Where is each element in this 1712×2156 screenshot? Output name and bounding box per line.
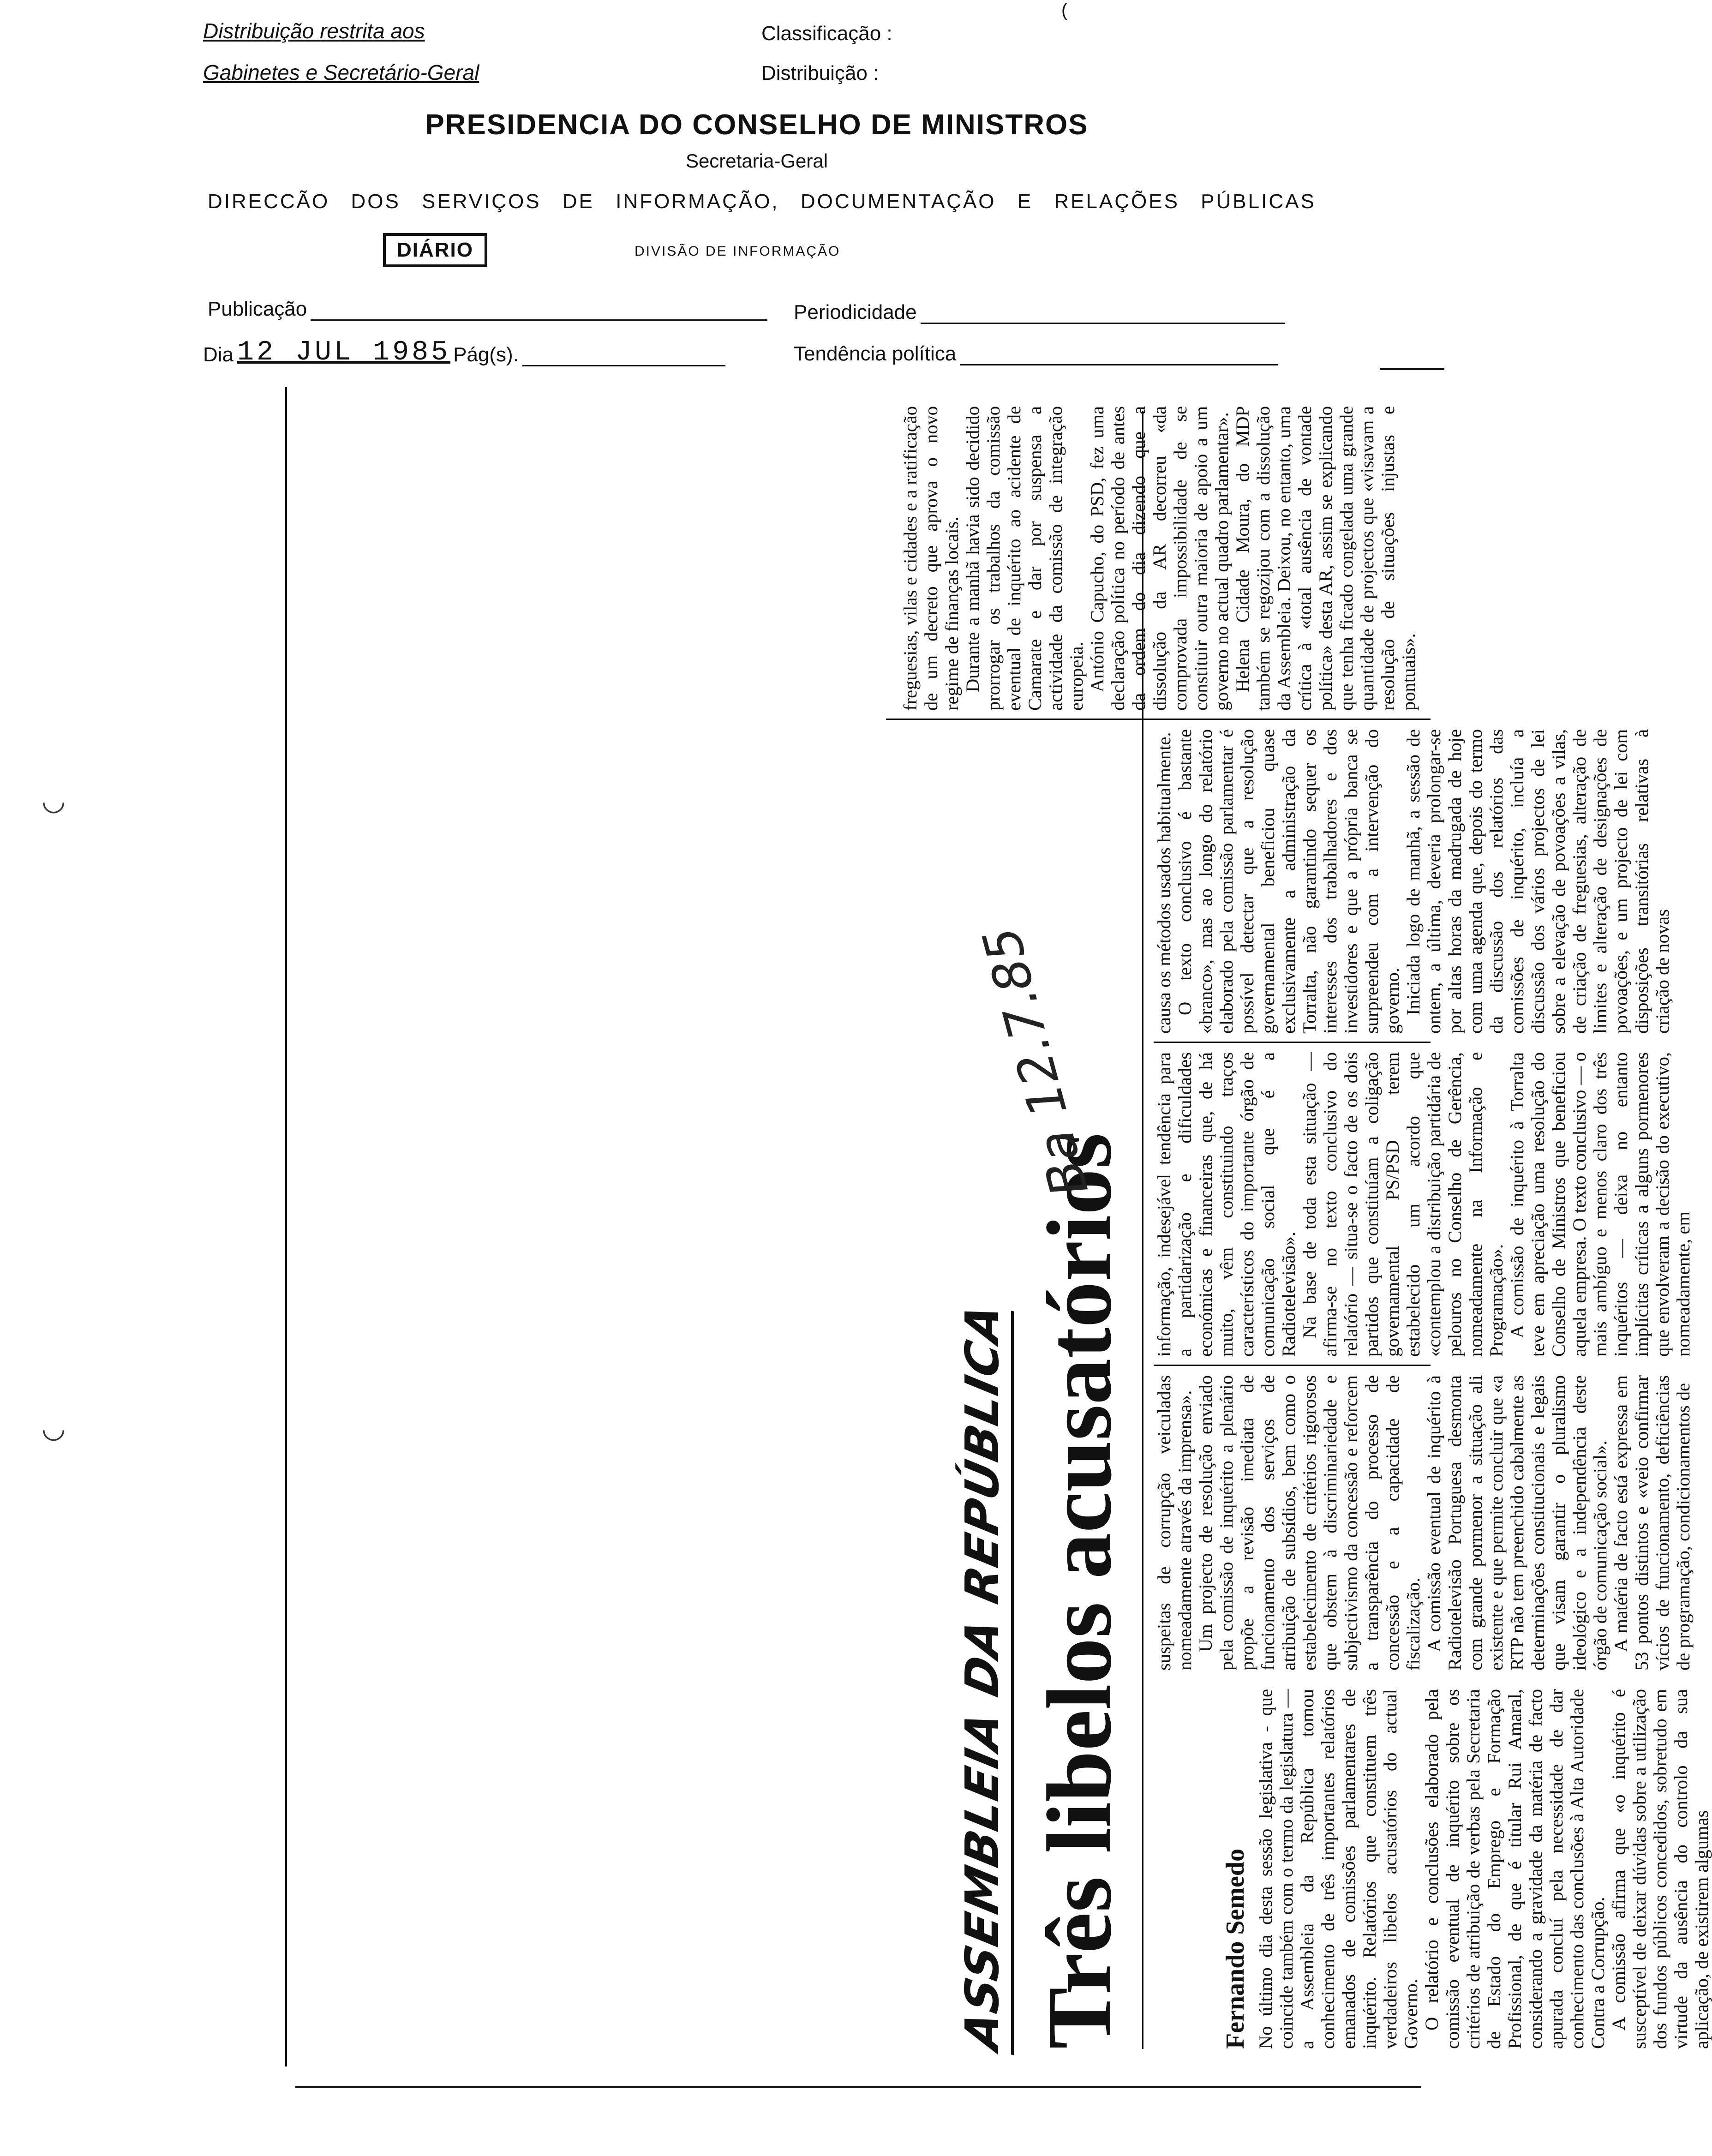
paragraph: causa os métodos usados habitualmente. xyxy=(1154,732,1174,1034)
article-byline: Fernando Semedo xyxy=(1221,1849,1250,2049)
paragraph: No último dia desta sessão legislativa - que coincide também com o termo da legislatura — a Assembleia da República tomou conhecimento de três importantes relatórios emanados de comissões parlamentares de inquérito. Relatórios que constituem três verdadeiros libelos acusatórios do actual Governo. xyxy=(1255,1689,1421,2049)
rotated-article xyxy=(286,388,1712,2067)
date-field xyxy=(203,337,725,366)
column-5 xyxy=(900,406,1419,711)
page-subtitle: Secretaria-Geral xyxy=(685,150,828,172)
distribution-line-2: Gabinetes e Secretário-Geral xyxy=(203,60,479,84)
paragraph: Iniciada logo de manhã, a sessão de ontem, a última, deveria prolongar-se por altas horas da madrugada de hoje com uma agenda que, depois do termo da discussão dos relatórios das comissões de inquérito, incluía a discussão dos vários projectos de lei sobre a elevação de povoações a vilas, de criação de freguesias, alteração de limites e alteração de designações de povoações, e um projecto de lei com disposições transitórias relativas à criação de novas xyxy=(1403,729,1673,1034)
column-3 xyxy=(1154,1052,1694,1357)
margin-mark: ( xyxy=(1061,0,1068,20)
paragraph: A matéria de facto está expressa em 53 pontos distintos e «veio confirmar vícios de funcionamento, deficiências de programação, condicionamentos de xyxy=(1610,1375,1694,1671)
paragraph: Helena Cidade Moura, do MDP também se regozijou com a dissolução da Assembleia. Deixou, no entanto, uma crítica à «total ausência de vontade política» desta AR, assim se explicando que tenha ficado congelada uma grande quantidade de projectos que «visavam a resolução de situações injustas e pontuais». xyxy=(1232,406,1419,711)
paragraph: informação, indesejável tendência para a partidarização e dificuldades económicas e financeiras que, de há muito, vêm constituindo traços característicos do importante órgão de comunicação social que é a Radiotelevisão». xyxy=(1154,1052,1299,1357)
margin-mark-upper: ◡ xyxy=(42,785,66,816)
periodicity-field xyxy=(794,301,1285,324)
periodicity-label: Periodicidade xyxy=(794,301,917,323)
column-4 xyxy=(1154,729,1673,1034)
newspaper-clipping xyxy=(286,388,1712,2067)
paragraph: O texto conclusivo é bastante «branco», mas ao longo do relatório elaborado pela comissão parlamentar é possível detectar que a resolução governamental beneficiou quase exclusivamente a administração da Torralta, não garantindo sequer os interesses dos trabalhadores e dos investidores e que a própria banca se surpreendeu com a intervenção do governo. xyxy=(1174,729,1403,1034)
article-headline: Três libelos acusatórios xyxy=(1029,1132,1131,2049)
column-1 xyxy=(1255,1689,1712,2049)
paragraph: Durante a manhã havia sido decidido prorrogar os trabalhos da comissão eventual de inquérito ao acidente de Camarate e dar por suspensa a actividade da comissão de integração europeia. xyxy=(962,406,1087,711)
tendency-line xyxy=(960,347,1278,365)
paragraph: A comissão de inquérito à Torralta teve em apreciação uma resolução do Conselho de Ministros que beneficiou aquela empresa. O texto conclusivo — o mais ambíguo e menos claro dos três inquéritos — deixa no entanto implícitas críticas a alguns pormenores que envolveram a decisão do executivo, nomeadamente, em xyxy=(1507,1052,1694,1357)
day-label: Dia xyxy=(203,343,234,366)
section-kicker: ASSEMBLEIA DA REPÚBLICA xyxy=(955,1299,1014,2055)
pages-line xyxy=(522,348,725,366)
division-label: DIVISÃO DE INFORMAÇÃO xyxy=(635,244,841,259)
column-divider xyxy=(1154,1042,1431,1043)
distribution-line-1: Distribuição restrita aos xyxy=(203,19,425,43)
date-value: 12 JUL 1985 xyxy=(237,337,451,368)
clipping-bottom-rule xyxy=(295,2086,1421,2088)
distribution-label: Distribuição : xyxy=(761,62,879,84)
paragraph: suspeitas de corrupção veiculadas nomeadamente através da imprensa». xyxy=(1154,1375,1195,1671)
tendency-label: Tendência política xyxy=(794,342,957,365)
directorate-line: DIRECCÃO DOS SERVIÇOS DE INFORMAÇÃO, DOCUMENTAÇÃO E RELAÇÕES PÚBLICAS xyxy=(208,190,1316,213)
publication-label: Publicação xyxy=(208,298,307,320)
classification-label: Classificação : xyxy=(761,22,892,45)
paragraph: A comissão eventual de inquérito à Radiotelevisão Portuguesa desmonta com grande pormenor a situação ali existente e que permite concluir que «a RTP não tem preenchido cabalmente as determinações constitucionais e legais que visam garantir o pluralismo ideológico e a independência deste órgão de comunicação social». xyxy=(1424,1375,1610,1671)
stamp-diario: DIÁRIO xyxy=(383,233,487,267)
paragraph: Na base de toda esta situação — afirma-se no texto conclusivo do relatório — situa-se o facto de os dois partidos que constituíam a coligação governamental PS/PSD terem estabelecido um acordo que «contemplou a distribuição partidária de pelouros no Conselho de Gerência, nomeadamente na Informação e Programação». xyxy=(1299,1052,1507,1357)
column-2 xyxy=(1154,1375,1694,1671)
page-title: PRESIDENCIA DO CONSELHO DE MINISTROS xyxy=(425,109,1089,141)
pages-label: Pág(s). xyxy=(453,343,519,366)
column-divider xyxy=(886,719,1431,720)
margin-mark-lower: ◡ xyxy=(42,1413,66,1443)
handwritten-note: Ba 12.7.85 xyxy=(971,921,1100,1203)
publication-field xyxy=(208,298,767,321)
header-rule xyxy=(1380,368,1444,370)
periodicity-line xyxy=(921,306,1285,324)
column-divider xyxy=(1154,1365,1431,1366)
paragraph: António Capucho, do PSD, fez uma declaração política no período de antes da ordem do dia dizendo que a dissolução da AR decorreu «da comprovada impossibilidade de se constituir outra maioria de apoio a um governo no actual quadro parlamentar». xyxy=(1087,406,1232,711)
paragraph: O relatório e conclusões elaborado pela comissão eventual de inquérito sobre os critérios de atribuição de verbas pela Secretaria de Estado do Emprego e Formação Profissional, de que é titular Rui Amaral, considerando a gravidade da matéria de facto apurada concluí pela necessidade de dar conhecimento das conclusões à Alta Autoridade Contra a Corrupção. xyxy=(1421,1689,1608,2049)
tendency-field xyxy=(794,342,1278,365)
paragraph: A comissão afirma que «o inquérito é susceptível de deixar dúvidas sobre a utilização dos fundos públicos concedidos, sobretudo em virtude da ausência do controlo da sua aplicação, de existirem algumas xyxy=(1608,1689,1712,2049)
paragraph: Um projecto de resolução enviado pela comissão de inquérito a plenário propõe a revisão imediata de funcionamento dos serviços de atribuição de subsídios, bem como o estabelecimento de critérios rigorosos que obstem à discriminariedade e subjectivismo da concessão e reforcem a transparência do processo de concessão e a capacidade de fiscalização. xyxy=(1195,1375,1424,1671)
publication-line xyxy=(311,303,767,321)
paragraph: freguesias, vilas e cidades e a ratificação de um decreto que aprova o novo regime de finanças locais. xyxy=(900,406,962,711)
